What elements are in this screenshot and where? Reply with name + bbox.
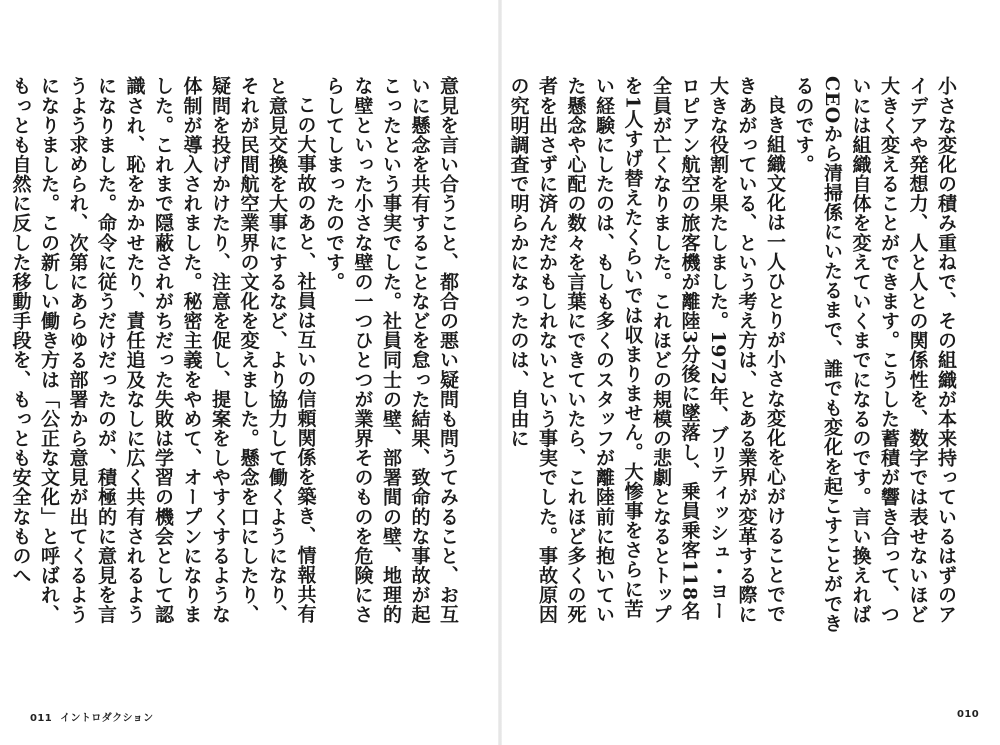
right-page-body <box>507 76 960 636</box>
left-paragraph-1: 意見を言い合うこと、都合の悪い疑問も問うてみること、お互いに懸念を共有することなどを怠った結果、致命的な事故が起こったという事実でした。社員同士の壁、部署間の壁、地理的な壁といった小さな壁の一つひとつが業界そのものを危険にさらしてしまったのです。 <box>323 76 459 624</box>
page-gutter <box>498 0 502 745</box>
right-page-number: 010 <box>957 709 980 720</box>
left-page-number: 011 <box>30 713 53 724</box>
left-paragraph-2: この大事故のあと、社員は互いの信頼関係を築き、情報共有と意見交換を大事にするなど、より協力して働くようになり、それが民間航空業界の文化を変えました。懸念を口にしたり、疑問を投げかけたり、注意を促し、提案をしやすくするような体制が導入されました。秘密主義をやめて、オープンになりました。これまで隠蔽されがちだった失敗は学習の機会として認識され、恥をかかせたり、責任追及なしに広く共有されるようになりました。命令に従うだけだったのが、積極的に意見を言うよう求められ、次第にあらゆる部署から意見が出てくるようになりました。この新しい働き方は「公正な文化」と呼ばれ、もっとも自然に反した移動手段を、もっとも安全なものへ <box>9 76 317 624</box>
right-paragraph-1: 小さな変化の積み重ねで、その組織が本来持っているはずのアイデアや発想力、人と人との関係性を、数字では表せないほど大きく変えることができます。こうした蓄積が響き合って、ついには組織自体を変えていくまでになるのです。言い換えればCEOから清掃係にいたるまで、誰でも変化を起こすことができるのです。 <box>792 76 957 633</box>
left-page-footer <box>30 709 153 724</box>
running-head: イントロダクション <box>60 713 154 724</box>
right-paragraph-2: 良き組織文化は一人ひとりが小さな変化を心がけることでできあがっている、という考え方は、とある業界が変革する際に大きな役割を果たしました。1972年、ブリティッシュ・ヨーロピアン航空の旅客機が離陸3分後に墜落し、乗員乗客118名全員が亡くなりました。これほどの規模の悲劇となるとトップを1人すげ替えたくらいでは収まりません。大惨事をさらに苦い経験にしたのは、もしも多くのスタッフが離陸前に抱いていた懸念や心配の数々を言葉にできていたら、これほど多くの死者を出さずに済んだかもしれないという事実でした。事故原因の究明調査で明らかになったのは、自由に <box>507 76 786 624</box>
left-page-body <box>9 76 462 636</box>
